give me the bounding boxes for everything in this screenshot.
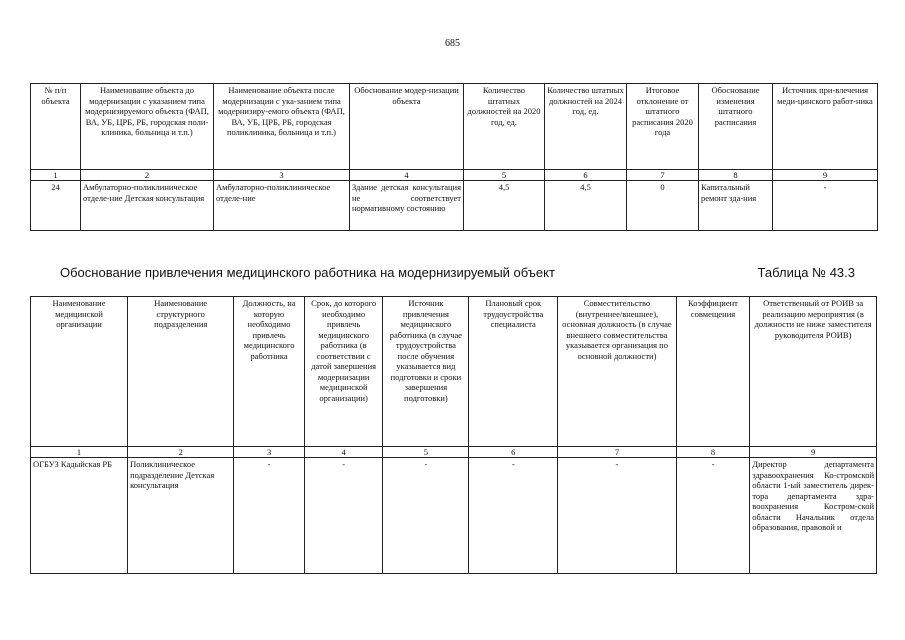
column-number: 9 <box>750 447 877 458</box>
column-number: 9 <box>773 170 878 181</box>
header-cell: Наименование структурного подразделения <box>128 297 234 447</box>
column-number: 7 <box>558 447 677 458</box>
table-row <box>31 181 878 231</box>
table-cell: - <box>234 458 305 574</box>
column-number: 3 <box>214 170 350 181</box>
column-number: 7 <box>627 170 699 181</box>
header-cell: Наименование медицинской организации <box>31 297 128 447</box>
page-number: 685 <box>445 38 460 49</box>
header-cell: Обоснование изменения штатного расписания <box>699 84 773 170</box>
table-cell: Амбулаторно-поликлиническое отделе-ние <box>214 181 350 231</box>
header-cell: Количество штатных должностей на 2020 год, ед. <box>464 84 545 170</box>
table-label: Таблица № 43.3 <box>757 265 855 280</box>
column-number-row <box>31 447 877 458</box>
column-number: 6 <box>469 447 558 458</box>
header-cell: Обоснование модер-низации объекта <box>350 84 464 170</box>
column-number: 1 <box>31 170 81 181</box>
modernization-objects-table <box>30 83 878 231</box>
header-cell: № п/п объекта <box>31 84 81 170</box>
header-cell: Срок, до которого необходимо привлечь медицинского работника (в соответствии с датой завершения модернизации медицинской организации) <box>304 297 383 447</box>
header-cell: Источник привлечения медицинского работника (в случае трудоустройства после обучения указывается вид подготовки и сроки завершения подготовки) <box>383 297 469 447</box>
column-number: 8 <box>676 447 750 458</box>
column-number: 4 <box>304 447 383 458</box>
table-cell: - <box>773 181 878 231</box>
column-number: 1 <box>31 447 128 458</box>
section-heading: Обоснование привлечения медицинского работника на модернизируемый объект <box>60 265 555 280</box>
column-number: 2 <box>81 170 214 181</box>
header-cell: Коэффициент совмещения <box>676 297 750 447</box>
column-number-row <box>31 170 878 181</box>
table-header-row <box>31 84 878 170</box>
table-cell: - <box>304 458 383 574</box>
column-number: 5 <box>383 447 469 458</box>
table-cell: 4,5 <box>545 181 627 231</box>
table-cell: - <box>469 458 558 574</box>
column-number: 6 <box>545 170 627 181</box>
column-number: 4 <box>350 170 464 181</box>
header-cell: Плановый срок трудоустройства специалиста <box>469 297 558 447</box>
table-cell: 4,5 <box>464 181 545 231</box>
header-cell: Ответственный от РОИВ за реализацию мероприятия (в должности не ниже заместителя руководителя РОИВ) <box>750 297 877 447</box>
header-cell: Совместительство (внутреннее/внешнее), основная должность (в случае внешнего совместительства указывается организация по основной должности) <box>558 297 677 447</box>
table-header-row <box>31 297 877 447</box>
table-cell: Амбулаторно-поликлиническое отделе-ние Детская консультация <box>81 181 214 231</box>
table-cell: - <box>558 458 677 574</box>
header-cell: Источник при-влечения меди-цинского работ-ника <box>773 84 878 170</box>
column-number: 3 <box>234 447 305 458</box>
column-number: 2 <box>128 447 234 458</box>
table-cell: - <box>676 458 750 574</box>
column-number: 5 <box>464 170 545 181</box>
header-cell: Наименование объекта после модернизации с ука-занием типа модернизиру-емого объекта (ФАП, ВА, УБ, ЦРБ, РБ, городская поликлиника, больница и т.п.) <box>214 84 350 170</box>
table-cell: 24 <box>31 181 81 231</box>
header-cell: Наименование объекта до модернизации с указанием типа модернизируемого объекта (ФАП, ВА, УБ, ЦРБ, РБ, городская поли-клиника, больница и т.п.) <box>81 84 214 170</box>
table-cell: Капитальный ремонт зда-ния <box>699 181 773 231</box>
staff-recruitment-table <box>30 296 877 574</box>
table-row <box>31 458 877 574</box>
table-cell: Здание детская консультация не соответствует нормативному состоянию <box>350 181 464 231</box>
table-cell: Директор департамента здравоохранения Ко-стромской области 1-ый заместитель дирек-тора департамента здра-воохранения Костром-ской области Начальник отдела образования, правовой и <box>750 458 877 574</box>
table-cell: Поликлиническое подразделение Детская консультация <box>128 458 234 574</box>
column-number: 8 <box>699 170 773 181</box>
header-cell: Количество штатных должностей на 2024 год, ед. <box>545 84 627 170</box>
header-cell: Должность, на которую необходимо привлечь медицинского работника <box>234 297 305 447</box>
header-cell: Итоговое отклонение от штатного расписания 2020 года <box>627 84 699 170</box>
table-cell: 0 <box>627 181 699 231</box>
table-cell: ОГБУЗ Кадыйская РБ <box>31 458 128 574</box>
table-cell: - <box>383 458 469 574</box>
